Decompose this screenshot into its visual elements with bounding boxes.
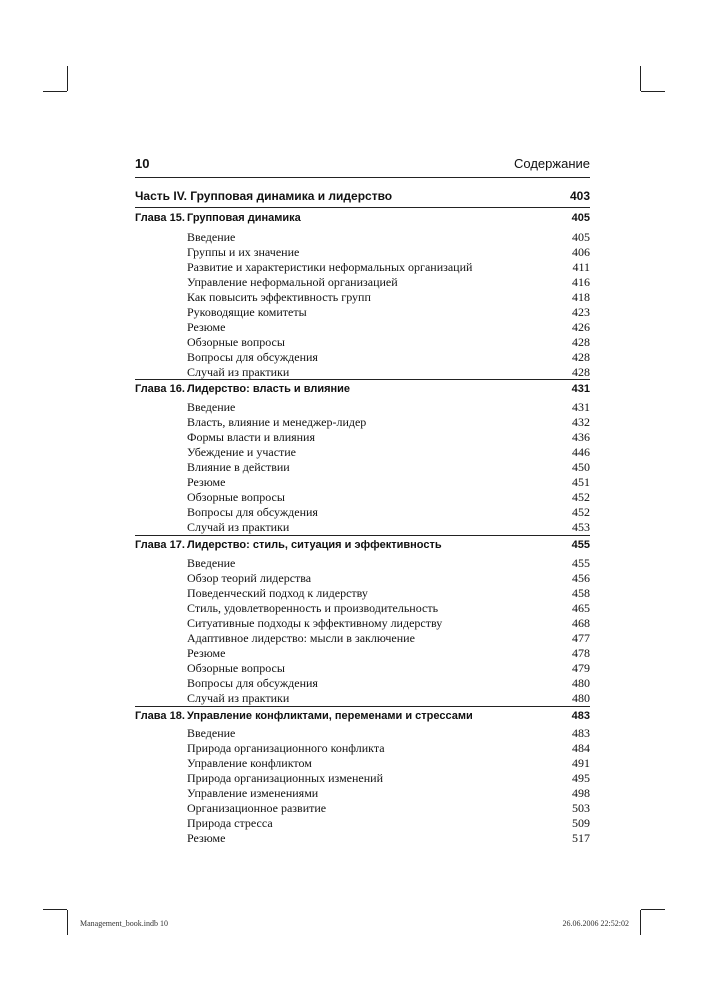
chapter-page: 455 xyxy=(571,539,590,551)
crop-mark-top-left-horizontal xyxy=(43,91,67,92)
toc-entry xyxy=(135,290,590,305)
running-title: Содержание xyxy=(514,156,590,171)
chapter-number: Глава 15. xyxy=(135,212,185,224)
toc-entry-page: 503 xyxy=(572,801,590,815)
toc-entry-label: Формы власти и влияния xyxy=(187,430,315,444)
toc-entry xyxy=(135,786,590,801)
running-header xyxy=(135,156,590,176)
toc-entry-label: Случай из практики xyxy=(187,691,290,705)
toc-entry xyxy=(135,445,590,460)
toc-entry-label: Введение xyxy=(187,230,236,244)
toc-entry-page: 453 xyxy=(572,520,590,534)
crop-mark-bottom-left-horizontal xyxy=(43,909,67,910)
crop-mark-top-right-horizontal xyxy=(641,91,665,92)
toc-entry xyxy=(135,475,590,490)
toc-entry-page: 480 xyxy=(572,691,590,705)
toc-entry-label: Введение xyxy=(187,726,236,740)
crop-mark-bottom-right-vertical xyxy=(640,910,641,935)
chapter-heading xyxy=(135,212,590,227)
toc-entry-label: Руководящие комитеты xyxy=(187,305,307,319)
toc-entry xyxy=(135,831,590,846)
toc-entry-page: 483 xyxy=(572,726,590,740)
toc-entry-page: 428 xyxy=(572,365,590,379)
toc-entry-page: 498 xyxy=(572,786,590,800)
toc-entry xyxy=(135,676,590,691)
footer-timestamp: 26.06.2006 22:52:02 xyxy=(562,919,629,928)
toc-entry xyxy=(135,335,590,350)
chapter-rule xyxy=(135,379,590,380)
toc-entry-label: Группы и их значение xyxy=(187,245,300,259)
toc-entry-label: Вопросы для обсуждения xyxy=(187,350,318,364)
toc-entry xyxy=(135,320,590,335)
toc-entry xyxy=(135,631,590,646)
chapter-page: 431 xyxy=(571,383,590,395)
toc-entry-label: Вопросы для обсуждения xyxy=(187,676,318,690)
toc-entry-label: Резюме xyxy=(187,475,226,489)
toc-entry-label: Природа стресса xyxy=(187,816,273,830)
toc-entry xyxy=(135,801,590,816)
toc-entry-page: 446 xyxy=(572,445,590,459)
toc-entry-label: Обзорные вопросы xyxy=(187,490,285,504)
toc-entry-page: 416 xyxy=(572,275,590,289)
toc-entry-label: Организационное развитие xyxy=(187,801,327,815)
toc-entry-page: 432 xyxy=(572,415,590,429)
part-rule xyxy=(135,207,590,208)
toc-entry xyxy=(135,726,590,741)
part-page: 403 xyxy=(569,189,590,203)
chapter-title: Лидерство: стиль, ситуация и эффективность xyxy=(187,539,442,551)
toc-entry-label: Адаптивное лидерство: мысли в заключение xyxy=(187,631,415,645)
toc-entry xyxy=(135,490,590,505)
chapter-number: Глава 16. xyxy=(135,383,185,395)
toc-entry xyxy=(135,365,590,380)
toc-entry xyxy=(135,460,590,475)
toc-entry-label: Введение xyxy=(187,556,236,570)
toc-entry xyxy=(135,571,590,586)
crop-mark-top-left-vertical xyxy=(67,66,68,91)
toc-entry xyxy=(135,350,590,365)
toc-entry-page: 495 xyxy=(572,771,590,785)
toc-entry-page: 478 xyxy=(572,646,590,660)
toc-entry-page: 411 xyxy=(572,260,590,274)
toc-entry-label: Резюме xyxy=(187,320,226,334)
toc-entry-label: Обзорные вопросы xyxy=(187,661,285,675)
toc-entry-page: 406 xyxy=(572,245,590,259)
toc-entry-page: 456 xyxy=(572,571,590,585)
toc-entry xyxy=(135,616,590,631)
toc-entry-label: Резюме xyxy=(187,646,226,660)
toc-entry-label: Убеждение и участие xyxy=(187,445,297,459)
crop-mark-top-right-vertical xyxy=(640,66,641,91)
toc-entry-page: 452 xyxy=(572,490,590,504)
toc-entry xyxy=(135,505,590,520)
toc-entry-label: Вопросы для обсуждения xyxy=(187,505,318,519)
toc-entry-page: 491 xyxy=(572,756,590,770)
toc-entry-page: 423 xyxy=(572,305,590,319)
toc-entry-label: Случай из практики xyxy=(187,365,290,379)
chapter-page: 405 xyxy=(571,212,590,224)
toc-entry xyxy=(135,415,590,430)
chapter-title: Лидерство: власть и влияние xyxy=(187,383,351,395)
toc-entry-page: 418 xyxy=(572,290,590,304)
toc-entry-page: 431 xyxy=(572,400,590,414)
chapter-rule xyxy=(135,706,590,707)
toc-entry xyxy=(135,520,590,535)
toc-entry xyxy=(135,586,590,601)
toc-entry-label: Как повысить эффективность групп xyxy=(187,290,371,304)
chapter-number: Глава 18. xyxy=(135,710,185,722)
toc-entry-page: 484 xyxy=(572,741,590,755)
toc-entry xyxy=(135,275,590,290)
chapter-page: 483 xyxy=(571,710,590,722)
footer-file: Management_book.indb 10 xyxy=(80,919,168,928)
toc-entry-label: Управление изменениями xyxy=(187,786,319,800)
chapter-title: Управление конфликтами, переменами и стрессами xyxy=(187,710,473,722)
toc-entry-label: Стиль, удовлетворенность и производительность xyxy=(187,601,439,615)
toc-entry xyxy=(135,430,590,445)
header-rule xyxy=(135,177,590,178)
toc-entry-label: Влияние в действии xyxy=(187,460,290,474)
toc-entry-label: Поведенческий подход к лидерству xyxy=(187,586,368,600)
chapter-number: Глава 17. xyxy=(135,539,185,551)
page-number: 10 xyxy=(135,156,150,171)
toc-entry-page: 428 xyxy=(572,350,590,364)
toc-entry xyxy=(135,245,590,260)
toc-entry-page: 436 xyxy=(572,430,590,444)
toc-entry-label: Управление конфликтом xyxy=(187,756,312,770)
part-heading xyxy=(135,189,590,204)
part-title: Часть IV. Групповая динамика и лидерство xyxy=(135,189,393,203)
toc-entry xyxy=(135,260,590,275)
toc-entry xyxy=(135,230,590,245)
toc-entry-page: 428 xyxy=(572,335,590,349)
chapter-heading xyxy=(135,710,590,725)
toc-entry-label: Случай из практики xyxy=(187,520,290,534)
chapter-heading xyxy=(135,539,590,554)
toc-entry xyxy=(135,741,590,756)
toc-entry-page: 480 xyxy=(572,676,590,690)
toc-entry-label: Природа организационного конфликта xyxy=(187,741,385,755)
toc-entry-page: 477 xyxy=(572,631,590,645)
toc-entry-label: Ситуативные подходы к эффективному лидерству xyxy=(187,616,443,630)
toc-entry-page: 405 xyxy=(572,230,590,244)
toc-entry-label: Введение xyxy=(187,400,236,414)
toc-entry-label: Природа организационных изменений xyxy=(187,771,384,785)
toc-entry-label: Резюме xyxy=(187,831,226,845)
toc-entry-page: 455 xyxy=(572,556,590,570)
toc-entry-page: 468 xyxy=(572,616,590,630)
toc-entry-label: Обзор теорий лидерства xyxy=(187,571,312,585)
toc-entry-page: 452 xyxy=(572,505,590,519)
toc-entry-page: 509 xyxy=(572,816,590,830)
toc-entry-page: 450 xyxy=(572,460,590,474)
crop-mark-bottom-left-vertical xyxy=(67,910,68,935)
toc-entry xyxy=(135,646,590,661)
chapter-rule xyxy=(135,535,590,536)
toc-entry xyxy=(135,305,590,320)
toc-entry xyxy=(135,756,590,771)
toc-entry-page: 517 xyxy=(572,831,590,845)
toc-entry-page: 458 xyxy=(572,586,590,600)
chapter-title: Групповая динамика xyxy=(187,212,301,224)
toc-entry-page: 479 xyxy=(572,661,590,675)
toc-entry-label: Власть, влияние и менеджер-лидер xyxy=(187,415,367,429)
crop-mark-bottom-right-horizontal xyxy=(641,909,665,910)
toc-entry-label: Развитие и характеристики неформальных организаций xyxy=(187,260,473,274)
chapter-heading xyxy=(135,383,590,398)
toc-entry-label: Обзорные вопросы xyxy=(187,335,285,349)
toc-entry xyxy=(135,816,590,831)
toc-entry xyxy=(135,601,590,616)
toc-entry-page: 426 xyxy=(572,320,590,334)
toc-entry-page: 451 xyxy=(572,475,590,489)
toc-entry xyxy=(135,661,590,676)
toc-entry xyxy=(135,556,590,571)
toc-entry-page: 465 xyxy=(572,601,590,615)
toc-entry-label: Управление неформальной организацией xyxy=(187,275,398,289)
toc-entry xyxy=(135,400,590,415)
toc-entry xyxy=(135,771,590,786)
toc-entry xyxy=(135,691,590,706)
